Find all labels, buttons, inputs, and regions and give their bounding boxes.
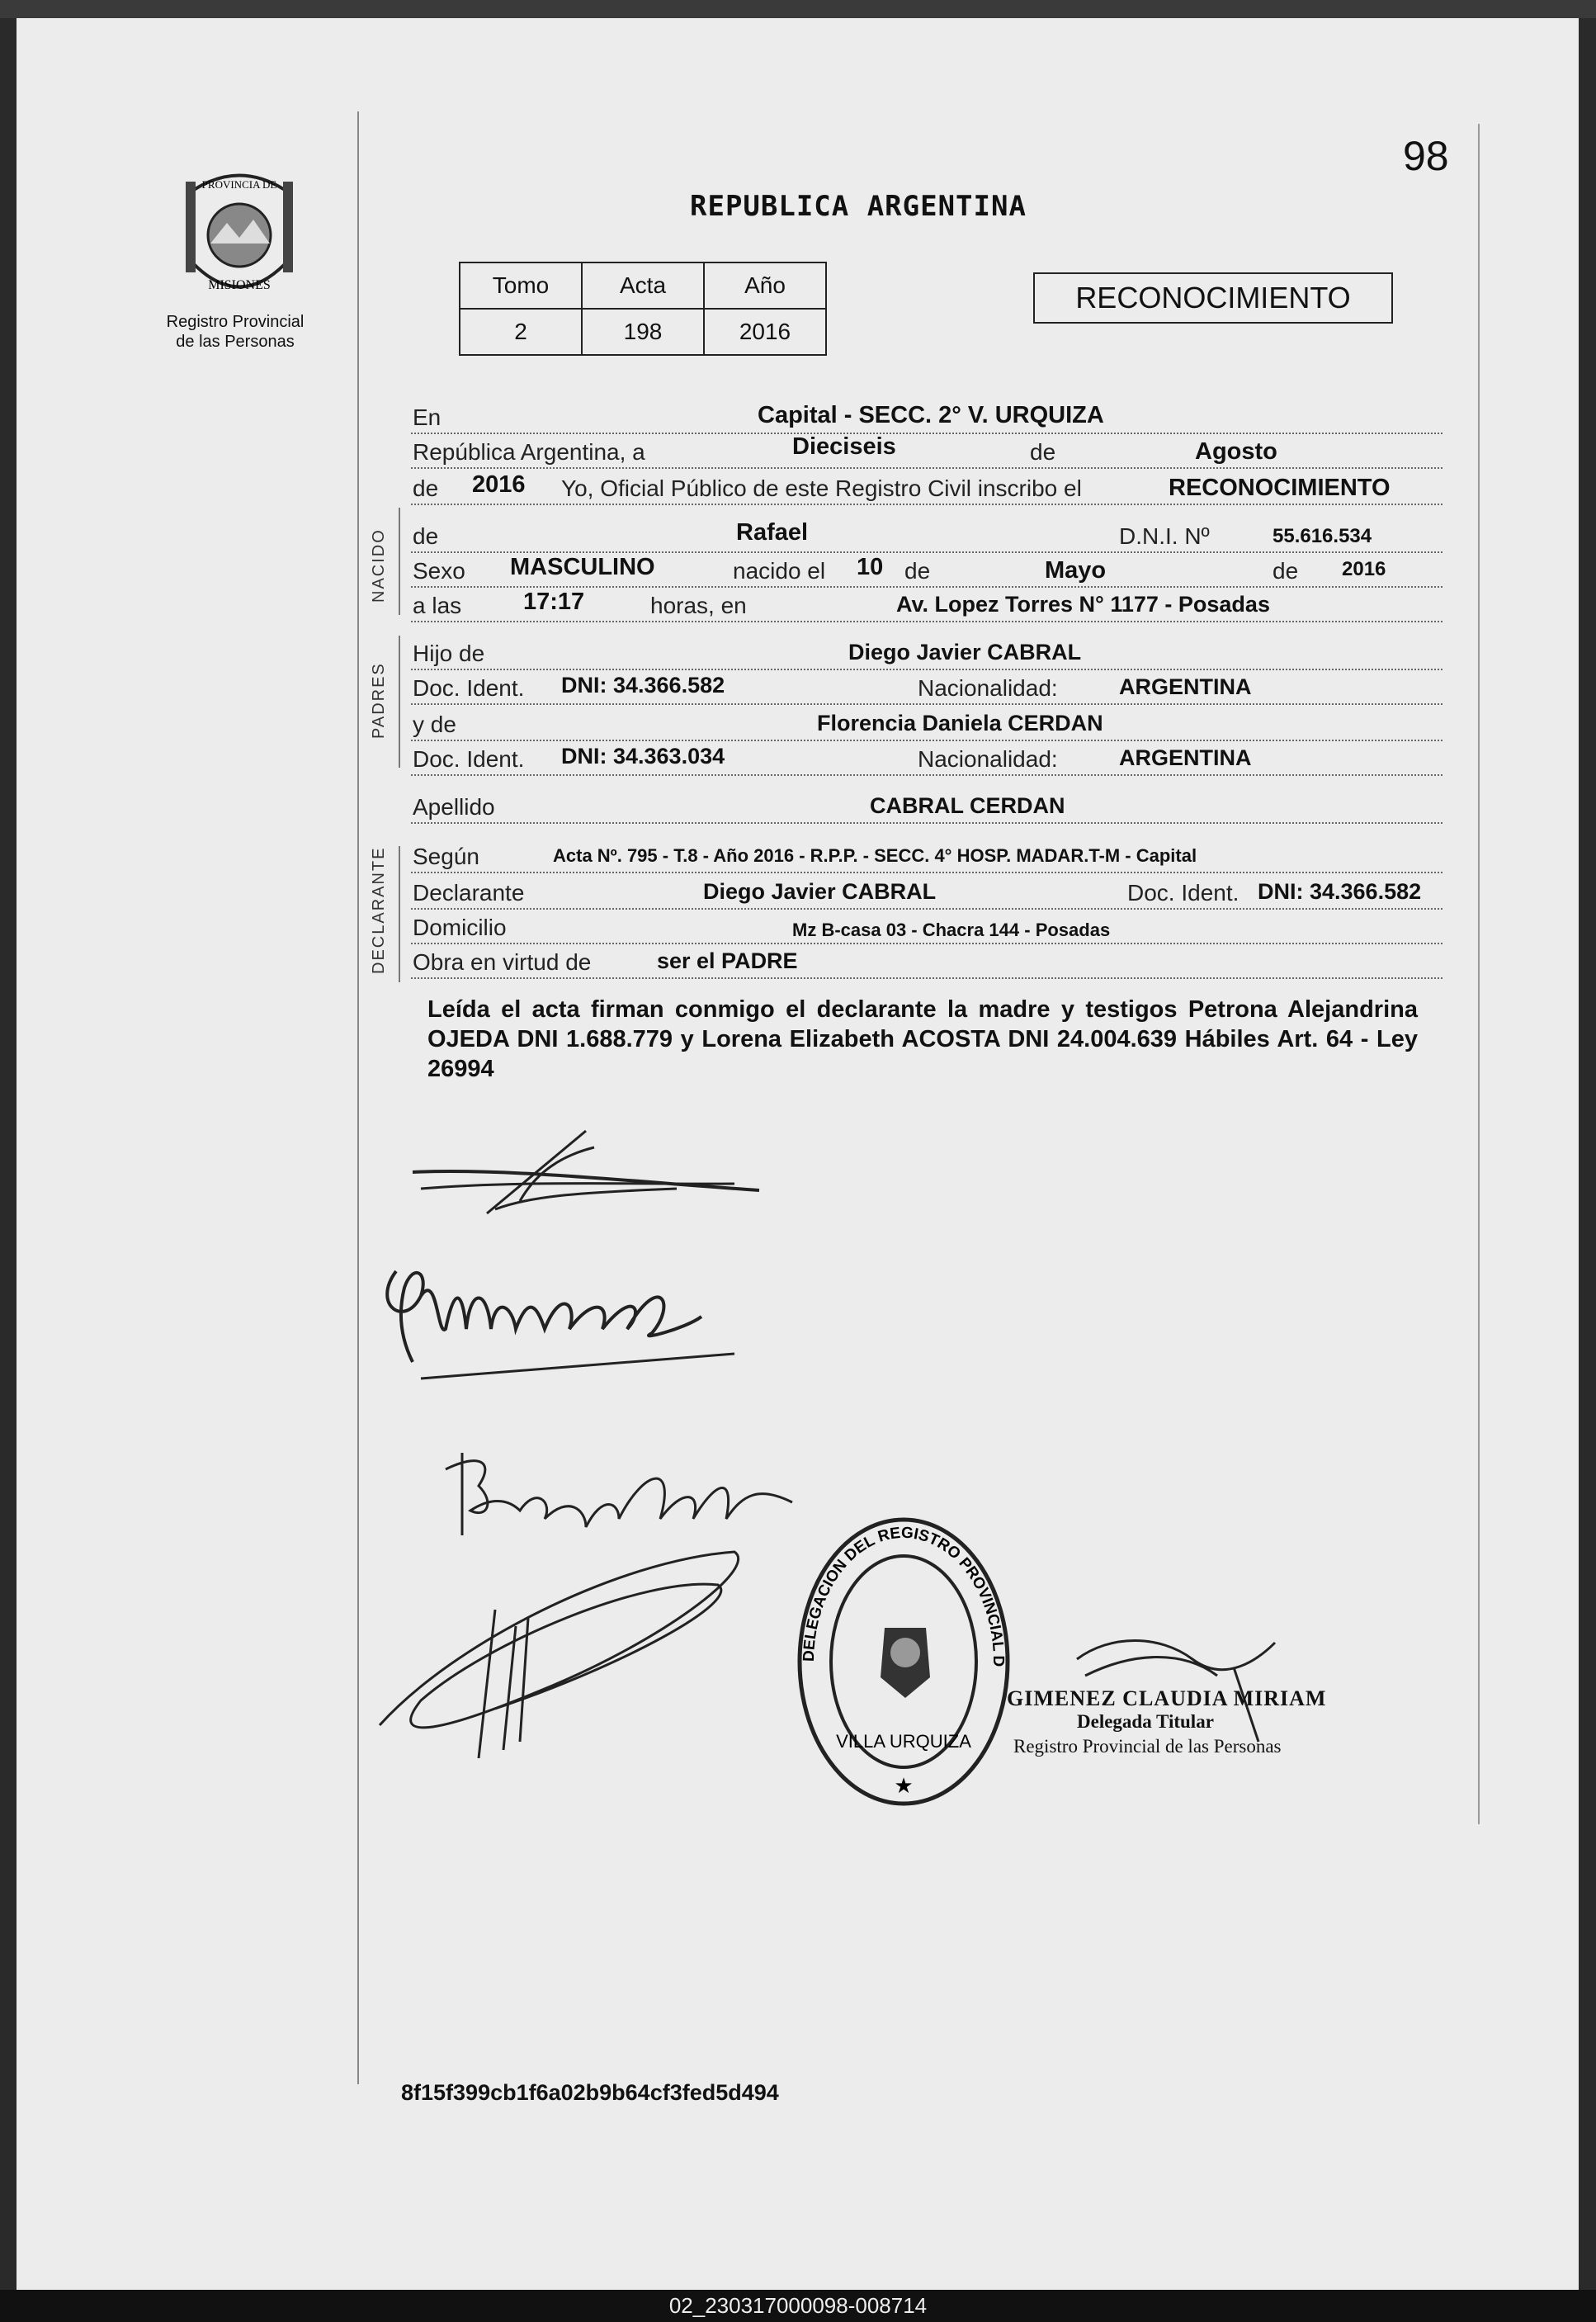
signature-2 xyxy=(371,1238,751,1395)
country-title: REPUBLICA ARGENTINA xyxy=(690,190,1027,223)
father-doc: DNI: 34.366.582 xyxy=(561,673,725,698)
official-role: Delegada Titular xyxy=(1077,1711,1214,1732)
nacido-bracket xyxy=(399,508,400,615)
row-segun: Según Acta Nº. 795 - T.8 - Año 2016 - R.P.P. - SECC. 4° HOSP. MADAR.T-M - Capital xyxy=(411,844,1443,873)
declarante-name: Diego Javier CABRAL xyxy=(703,879,937,904)
row-apellido: Apellido CABRAL CERDAN xyxy=(411,794,1443,824)
row-obra: Obra en virtud de ser el PADRE xyxy=(411,949,1443,979)
left-margin-line xyxy=(357,111,359,2084)
day-value: Dieciseis xyxy=(792,433,896,460)
declarante-bracket xyxy=(399,846,400,982)
mother-doc: DNI: 34.363.034 xyxy=(561,744,725,768)
padres-bracket xyxy=(399,636,400,768)
stamp-inner-text: VILLA URQUIZA xyxy=(836,1731,971,1752)
mother-nationality: ARGENTINA xyxy=(1119,745,1252,770)
birth-time-value: 17:17 xyxy=(523,589,585,615)
year-value: 2016 xyxy=(472,471,526,498)
row-nacido-name: de Rafael D.N.I. Nº 55.616.534 xyxy=(411,523,1443,553)
segun-value: Acta Nº. 795 - T.8 - Año 2016 - R.P.P. - SECC. 4° HOSP. MADAR.T-M - Capital xyxy=(553,845,1197,866)
father-name: Diego Javier CABRAL xyxy=(848,640,1082,664)
place-value: Capital - SECC. 2° V. URQUIZA xyxy=(758,402,1104,428)
document-hash: 8f15f399cb1f6a02b9b64cf3fed5d494 xyxy=(401,2080,779,2105)
surname-value: CABRAL CERDAN xyxy=(870,793,1065,818)
signature-1 xyxy=(404,1123,767,1238)
value-anio: 2016 xyxy=(704,309,826,355)
row-en: En Capital - SECC. 2° V. URQUIZA xyxy=(411,404,1443,434)
child-name: Rafael xyxy=(736,519,809,546)
value-acta: 198 xyxy=(582,309,704,355)
row-ydee: y de Florencia Daniela CERDAN xyxy=(411,712,1443,741)
domicilio-value: Mz B-casa 03 - Chacra 144 - Posadas xyxy=(792,920,1111,940)
birth-month-value: Mayo xyxy=(1045,557,1107,584)
child-dni: 55.616.534 xyxy=(1273,525,1372,547)
value-tomo: 2 xyxy=(460,309,582,355)
signature-3 xyxy=(429,1436,809,1552)
obra-value: ser el PADRE xyxy=(657,948,798,973)
right-margin-line xyxy=(1478,124,1480,1824)
month-value: Agosto xyxy=(1195,438,1277,465)
row-hijo: Hijo de Diego Javier CABRAL xyxy=(411,641,1443,670)
svg-text:MISIONES: MISIONES xyxy=(208,278,271,292)
registry-caption: Registro Provincial de las Personas xyxy=(166,313,305,351)
svg-text:PROVINCIA DE: PROVINCIA DE xyxy=(201,178,277,191)
row-mother-doc: Doc. Ident. DNI: 34.363.034 Nacionalidad: ARGENTINA xyxy=(411,746,1443,776)
sex-value: MASCULINO xyxy=(510,554,655,580)
closing-note: Leída el acta firman conmigo el declarante la madre y testigos Petrona Alejandrina OJEDA DNI 1.688.779 y Lorena Elizabeth ACOSTA DNI 24.004.639 Hábiles Art. 64 - Ley 26994 xyxy=(427,996,1418,1082)
birth-day-value: 10 xyxy=(857,554,884,580)
birth-place-value: Av. Lopez Torres N° 1177 - Posadas xyxy=(896,592,1270,617)
padres-section-label: PADRES xyxy=(370,662,388,739)
header-tomo: Tomo xyxy=(460,262,582,309)
mother-name: Florencia Daniela CERDAN xyxy=(817,711,1103,735)
row-alas: a las 17:17 horas, en Av. Lopez Torres N° 1177 - Posadas xyxy=(411,593,1443,622)
row-oficial: de 2016 Yo, Oficial Público de este Registro Civil inscribo el RECONOCIMIENTO xyxy=(411,475,1443,505)
declarante-doc: DNI: 34.366.582 xyxy=(1258,879,1422,904)
row-domicilio: Domicilio Mz B-casa 03 - Chacra 144 - Posadas xyxy=(411,915,1443,944)
header-anio: Año xyxy=(704,262,826,309)
page-number: 98 xyxy=(1403,133,1449,179)
document-page xyxy=(17,18,1579,2290)
signature-4 xyxy=(371,1544,759,1766)
father-nationality: ARGENTINA xyxy=(1119,674,1252,699)
record-table xyxy=(459,262,827,356)
official-name: GIMENEZ CLAUDIA MIRIAM xyxy=(1007,1686,1327,1710)
header-acta: Acta xyxy=(582,262,704,309)
footer-id: 02_230317000098-008714 xyxy=(0,2290,1596,2322)
official-office: Registro Provincial de las Personas xyxy=(1013,1736,1282,1757)
province-logo xyxy=(177,165,301,305)
act-value: RECONOCIMIENTO xyxy=(1169,475,1391,501)
row-declarante: Declarante Diego Javier CABRAL Doc. Ident. DNI: 34.366.582 xyxy=(411,880,1443,910)
row-father-doc: Doc. Ident. DNI: 34.366.582 Nacionalidad: ARGENTINA xyxy=(411,675,1443,705)
declarante-section-label: DECLARANTE xyxy=(370,846,388,974)
official-stamp xyxy=(794,1512,1013,1811)
row-republica: República Argentina, a Dieciseis de Agosto xyxy=(411,439,1443,469)
record-type-box: RECONOCIMIENTO xyxy=(1033,272,1393,324)
svg-text:★: ★ xyxy=(894,1773,914,1798)
nacido-section-label: NACIDO xyxy=(370,528,388,603)
scan-top-edge xyxy=(0,0,1596,18)
birth-year-value: 2016 xyxy=(1342,558,1386,580)
row-sexo: Sexo MASCULINO nacido el 10 de Mayo de 2016 xyxy=(411,558,1443,588)
stamp-ring-text: DELEGACION DEL REGISTRO PROVINCIAL D xyxy=(800,1524,1008,1667)
